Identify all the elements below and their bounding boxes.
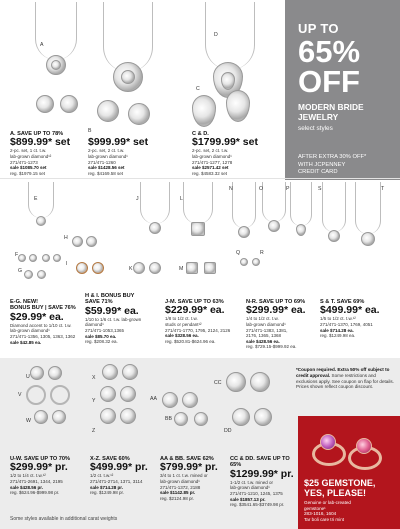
item-letter: U: [26, 374, 30, 380]
pendant-center-stone: [51, 60, 61, 70]
item-reg: reg. $2124.98 pr.: [160, 495, 195, 501]
item-price: $299.99* ea.: [246, 304, 306, 317]
item-sku: 271/471-1053,1365: [85, 328, 125, 333]
item-price: $229.99* ea.: [165, 304, 225, 317]
stud-earring-image: [52, 410, 66, 424]
promo-banner: [285, 0, 400, 180]
item-sale: sale $714.28 ea.: [320, 327, 354, 333]
stud-earring-image: [254, 408, 272, 426]
item-sale: sale $428.56 ea.: [246, 338, 280, 344]
price-block-jm: [165, 299, 235, 344]
item-reg: reg. $1249.98 pr.: [90, 490, 125, 496]
item-letter: K: [129, 266, 133, 272]
pear-earring-image: [226, 90, 250, 122]
stud-earring-image: [128, 103, 150, 125]
necklace-chain: [183, 182, 213, 224]
necklace-chain: [140, 182, 170, 224]
gemstone-headline-2: YES, PLEASE!: [304, 488, 367, 498]
necklace-chain: [35, 2, 77, 60]
item-desc: lab-grown diamond¹²: [10, 154, 52, 159]
item-price: $499.99* ea.: [320, 304, 380, 317]
item-desc: lab-grown diamond¹: [230, 485, 270, 491]
coupon-details: Some restrictions and exclusions apply. See coupon on flap for details. Prices shown reflect coupon discount.: [296, 372, 394, 390]
promo-off: OFF: [298, 64, 360, 99]
item-letter: O: [259, 186, 264, 192]
item-sku: 271/471-1370, 1769, 4051: [320, 322, 373, 327]
promo-line-1: MODERN BRIDE: [298, 102, 364, 112]
pendant-image: [36, 216, 46, 226]
item-sku: 2176, 1365, 1368: [246, 333, 282, 339]
promo-select-styles: select styles: [298, 125, 333, 132]
stud-earring-image: [100, 408, 116, 424]
item-desc: 1/2 to 1/4 ct. t.w.¹²: [10, 473, 46, 479]
stud-earring-image: [42, 254, 50, 262]
price-block-aabb: [160, 456, 230, 501]
item-header: J-M. SAVE UP TO 63%: [165, 299, 224, 305]
stud-earring-image: [194, 412, 208, 426]
item-sku: 271/471-1277, 1278: [192, 159, 233, 165]
item-letter: Q: [236, 250, 241, 256]
item-reg: reg. $624.96-$999.98 pr.: [10, 490, 60, 496]
item-letter: BB: [165, 416, 172, 422]
item-letter: E: [34, 196, 38, 202]
necklace-chain: [232, 182, 256, 228]
item-reg: reg. $208.32 ea.: [85, 339, 118, 345]
item-desc: 1/4 to 1/2 ct. t.w.: [246, 316, 279, 322]
price-block-uw: [10, 456, 85, 496]
pendant-image: [268, 220, 280, 232]
pendant-image: [191, 222, 205, 236]
item-sale: sale $85.70 ea.: [85, 333, 117, 339]
item-header: H & I. BONUS BUY: [85, 293, 135, 299]
item-reg: reg. $1979.15 set: [10, 170, 46, 176]
stud-earring-image: [100, 386, 116, 402]
stud-earring-image: [250, 372, 270, 392]
stud-earring-image: [102, 364, 118, 380]
item-letter: AA: [150, 396, 157, 402]
price-block-eg: [10, 299, 88, 345]
item-header: X-Z. SAVE 60%: [90, 456, 130, 462]
item-reg: reg. $4583.32 set: [192, 170, 228, 176]
item-sale: sale $1428.56 set: [88, 165, 125, 171]
stud-earring-image: [60, 95, 78, 113]
item-reg: reg. $3541.65-$3749.98 pr.: [230, 502, 285, 508]
item-letter: H: [64, 235, 68, 241]
item-desc: 1-1/2 ct. t.w. mined or: [230, 479, 274, 485]
item-desc: studs or pendant¹²: [165, 322, 202, 327]
stud-earring-image: [97, 100, 119, 122]
stud-earring-image: [48, 366, 62, 380]
pendant-image: [238, 226, 250, 238]
stud-earring-image: [76, 262, 88, 274]
pendant-center-stone: [121, 70, 135, 84]
item-price: $999.99* set: [88, 136, 149, 149]
item-desc: 2-pc. set, 1 ct. t.w.: [10, 148, 47, 154]
item-desc: 1/10 to 1/6 ct. t.w. lab-grown: [85, 316, 142, 322]
item-sale: sale $328.56 ea.: [165, 333, 199, 339]
item-letter: M: [179, 266, 184, 272]
item-sale: sale $1857.13 pr.: [230, 496, 266, 502]
gemstone-subtext-1: Genuine or lab-created: [304, 500, 351, 505]
item-sale: sale $1142.85 pr.: [160, 490, 196, 496]
item-reg: reg. $520.81-$624.96 ea.: [165, 338, 216, 344]
item-letter: X: [92, 375, 96, 381]
gemstone-image: [356, 438, 372, 454]
item-reg: reg. $1249.98 ea.: [320, 333, 356, 339]
stud-earring-image: [92, 262, 104, 274]
item-desc: lab-grown diamond¹: [88, 154, 128, 159]
item-desc: 2-pc. set, 2 ct. t.w.: [192, 148, 229, 154]
promo-up-to: UP TO: [298, 21, 339, 36]
stud-earring-image: [149, 262, 161, 274]
ring-image: [304, 416, 394, 478]
item-letter: G: [18, 268, 23, 274]
item-desc: Diamond accent to 1/10 ct. t.w.: [10, 322, 72, 328]
item-sku: 271/471-1383, 1381,: [246, 327, 288, 333]
item-letter: V: [18, 392, 22, 398]
stud-earring-image: [122, 364, 138, 380]
promo-line-2: JEWELRY: [298, 112, 339, 122]
stud-earring-image: [30, 366, 44, 380]
stud-earring-image: [240, 258, 248, 266]
pendant-image: [296, 224, 306, 236]
item-letter: S: [318, 186, 322, 192]
item-letter: P: [286, 186, 290, 192]
gemstone-note: Tar boli care tri mint: [304, 516, 345, 522]
item-sale: sale $42.85 ea.: [10, 339, 42, 345]
item-price: $29.99* ea.: [10, 310, 64, 323]
item-desc: lab-grown diamond¹: [192, 154, 232, 159]
pendant-image: [328, 230, 340, 242]
pendant-image: [149, 222, 161, 234]
item-price: $299.99* pr.: [10, 461, 68, 474]
item-price: $799.99* pr.: [160, 461, 218, 474]
item-sku: 271/471-1273: [10, 159, 38, 165]
item-price: $899.99* set: [10, 136, 71, 149]
item-sku: 271/471-1356, 1305, 1363, 1362: [10, 334, 76, 339]
stud-earring-image: [232, 408, 250, 426]
item-sku: 271/471-1770, 1795, 2124, 2126: [165, 327, 231, 333]
item-letter: W: [26, 418, 31, 424]
item-sku: 271/471-1260: [88, 159, 116, 165]
necklace-chain: [262, 182, 286, 222]
item-price: $499.99* pr.: [90, 461, 148, 474]
stud-earring-image: [120, 408, 136, 424]
pendant-image: [361, 232, 375, 246]
price-block-xz: [90, 456, 160, 496]
stud-earring-image: [53, 254, 61, 262]
item-letter: A: [40, 42, 44, 48]
price-block-st: [320, 299, 396, 339]
item-price: $1299.99* pr.: [230, 467, 294, 480]
promo-percent: 65%: [298, 34, 361, 69]
gemstone-subtext-2: gemstone¹: [304, 505, 326, 511]
necklace-chain: [205, 2, 255, 70]
item-header-2: BONUS BUY | SAVE 76%: [10, 305, 76, 312]
item-letter: DD: [224, 428, 232, 434]
item-header: A. SAVE UP TO 78%: [10, 131, 64, 137]
item-header: E-G. NEW!: [10, 299, 38, 305]
item-sku: 271/471-2714, 1371, 3114: [90, 479, 143, 484]
stud-earring-image: [37, 270, 46, 279]
pear-earring-image: [192, 95, 216, 127]
item-desc: 3/4 to 1 ct. t.w. mined or: [160, 473, 208, 479]
item-header: CC & DD. SAVE UP TO 65%: [230, 456, 290, 469]
item-letter: B: [88, 128, 92, 134]
item-desc: lab-grown diamond¹: [246, 322, 286, 327]
gemstone-promo: [298, 416, 400, 529]
item-letter: T: [381, 186, 385, 192]
stud-earring-image: [36, 95, 54, 113]
section-divider: [0, 178, 400, 179]
item-desc: 2-pc. set, 2 ct. t.w.: [88, 148, 125, 154]
item-desc: 1/8 to 1/2 ct. t.w.: [165, 316, 198, 322]
item-sale: sale $2571.42 set: [192, 165, 229, 171]
price-block-hi: [85, 293, 155, 345]
item-header: AA & BB. SAVE 62%: [160, 456, 214, 462]
stud-earring-image: [18, 254, 26, 262]
stud-earring-image: [34, 410, 48, 424]
item-desc: 1/5 to 1/2 ct. t.w.¹²: [320, 316, 356, 322]
item-letter: L: [180, 196, 183, 202]
coupon-notice: [296, 367, 396, 390]
item-sku: 271/471-1372, 2188: [160, 484, 201, 490]
stud-earring-image: [182, 392, 198, 408]
stud-earring-image: [162, 392, 178, 408]
stud-earring-image: [226, 372, 246, 392]
stud-earring-image: [24, 270, 33, 279]
necklace-chain: [355, 182, 381, 234]
item-header: U-W. SAVE UP TO 70%: [10, 456, 70, 462]
item-letter: Z: [92, 428, 96, 434]
item-letter: CC: [214, 380, 222, 386]
item-sale: sale $1085.70 set: [10, 165, 47, 171]
item-letter: D: [214, 32, 218, 38]
stud-earring-image: [133, 262, 145, 274]
coupon-lead: *Coupon required. Extra 50% off subject to credit approval.: [296, 367, 390, 378]
hoop-earring-image: [50, 385, 70, 405]
stud-earring-image: [174, 412, 188, 426]
item-letter: C: [196, 86, 200, 92]
footnote: Some styles available in additional carat weights: [10, 516, 118, 522]
gemstone-headline-1: $25 GEMSTONE,: [304, 478, 376, 488]
necklace-chain: [290, 182, 312, 226]
promo-after-extra: AFTER EXTRA 30% OFF*: [298, 154, 367, 160]
item-sku: 271/471-1210, 1245, 1375: [230, 491, 283, 496]
item-desc: 1/2 ct. t.w.¹²: [90, 473, 114, 479]
item-letter: N: [229, 186, 233, 192]
item-reg: reg. $729.15-$999.92 ea.: [246, 344, 297, 350]
stud-earring-image: [120, 386, 136, 402]
hoop-earring-image: [26, 385, 46, 405]
item-reg: reg. $4169.58 set: [88, 170, 124, 176]
item-letter: R: [260, 250, 264, 256]
item-price: $59.99* ea.: [85, 304, 139, 317]
item-letter: Y: [92, 398, 96, 404]
item-letter: J: [136, 196, 139, 202]
item-desc: lab-grown diamond¹: [160, 479, 200, 484]
item-desc: diamond¹: [85, 322, 104, 328]
stud-earring-image: [186, 262, 198, 274]
item-desc: lab-grown diamond¹: [10, 328, 50, 334]
stud-earring-image: [204, 262, 216, 274]
item-price: $1799.99* set: [192, 136, 258, 149]
item-header-2: SAVE 71%: [85, 299, 113, 306]
price-block-nr: [246, 299, 311, 350]
item-header: C & D.: [192, 131, 209, 137]
price-block-ccdd: [230, 456, 296, 508]
item-sale: sale $714.28 pr.: [90, 484, 124, 490]
item-letter: F: [15, 252, 19, 258]
necklace-chain: [28, 182, 54, 218]
promo-credit-card: CREDIT CARD: [298, 169, 338, 175]
price-block-a: [10, 131, 88, 176]
price-block-b: [88, 131, 168, 176]
item-sale: sale $428.56 pr.: [10, 484, 44, 490]
gemstone-sku: 283-1016, 1604: [304, 511, 337, 517]
item-header: N-R. SAVE UP TO 69%: [246, 299, 306, 305]
item-sku: 271/471-2691, 1344, 2195: [10, 479, 63, 484]
necklace-chain: [322, 182, 346, 232]
gemstone-image: [320, 434, 336, 450]
stud-earring-image: [252, 258, 260, 266]
stud-earring-image: [29, 254, 37, 262]
promo-with-card: WITH JCPENNEY: [298, 161, 346, 168]
price-block-cd: [192, 131, 277, 176]
item-header: S & T. SAVE 69%: [320, 299, 365, 305]
stud-earring-image: [72, 236, 83, 247]
item-letter: I: [66, 261, 68, 267]
stud-earring-image: [86, 236, 97, 247]
